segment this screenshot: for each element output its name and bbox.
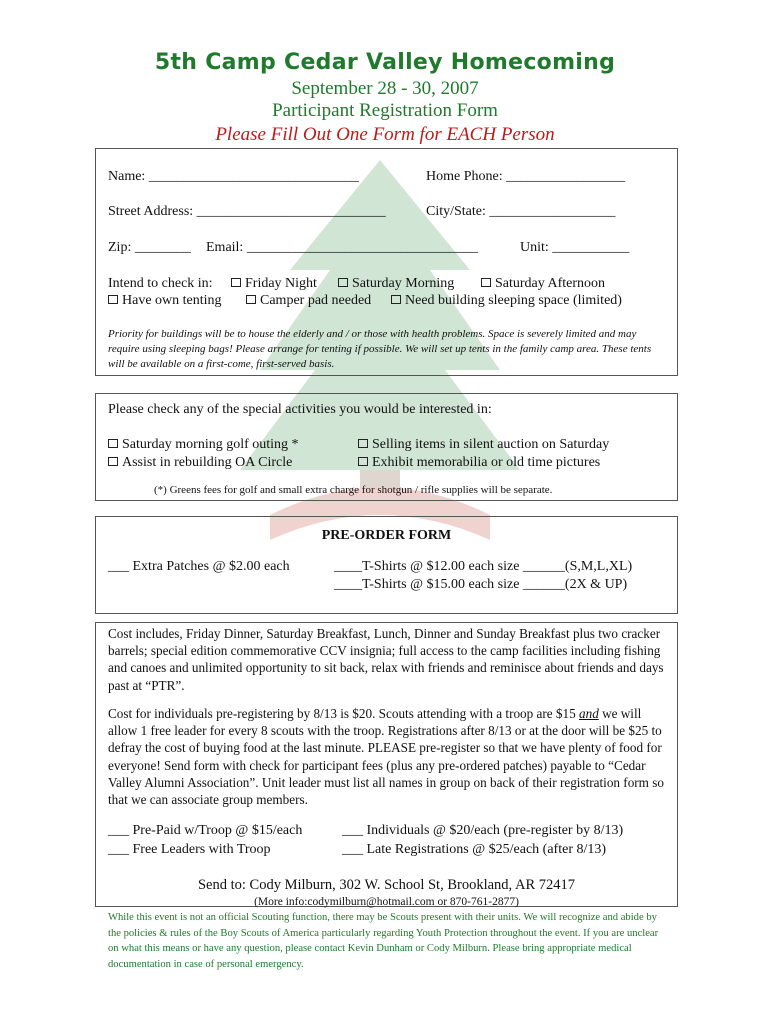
checkbox-friday[interactable] [231,278,241,287]
camper-pad-option[interactable]: Camper pad needed [246,293,371,309]
page-title: 5th Camp Cedar Valley Homecoming [154,50,616,75]
checkbox-memorabilia[interactable] [358,457,368,466]
free-leaders-field[interactable]: ___ Free Leaders with Troop [108,842,271,857]
checkbox-own-tenting[interactable] [108,295,118,304]
name-field[interactable]: Name: ______________________________ [108,169,359,184]
form-instruction: Please Fill Out One Form for EACH Person [215,124,555,145]
building-space-option[interactable]: Need building sleeping space (limited) [391,293,622,309]
tshirts-small-field[interactable]: ____T-Shirts @ $12.00 each size ______(S,M,L,XL) [334,559,633,574]
registration-section [95,148,678,376]
checkbox-golf[interactable] [108,439,118,448]
event-dates: September 28 - 30, 2007 [291,78,479,99]
form-name: Participant Registration Form [272,100,498,121]
cost-includes: Cost includes, Friday Dinner, Saturday Breakfast, Lunch, Dinner and Sunday Breakfast plus two cracker barrels; special edition commemorative CCV insignia; full access to the camp facilities including fishing and canoes and unlimited opportunity to sit back, relax with friends and reminisce about friends and days past at “PTR”. [108,626,664,693]
golf-option[interactable]: Saturday morning golf outing * [108,437,299,453]
auction-option[interactable]: Selling items in silent auction on Saturday [358,437,609,453]
priority-note: Priority for buildings will be to house the elderly and / or those with health problems. Space is severely limited and may require using sleeping bags! Please arrange for tenting if possible. We will set up tents in the family camp area. These tents will be available on a first-come, first-served basis. [108,328,652,370]
checkin-friday-option[interactable]: Friday Night [231,276,317,292]
email-field[interactable]: Email: _________________________________ [206,240,478,255]
more-info: (More info:codymilburn@hotmail.com or 870-761-2877) [254,896,519,908]
checkbox-saturday-morning[interactable] [338,278,348,287]
checkin-label: Intend to check in: [108,276,213,291]
tshirts-large-field[interactable]: ____T-Shirts @ $15.00 each size ______(2X & UP) [334,577,628,592]
memorabilia-option[interactable]: Exhibit memorabilia or old time pictures [358,455,600,471]
disclaimer-footer: While this event is not an official Scouting function, there may be Scouts present with their units. We will recognize and abide by the policies & rules of the Boy Scouts of America particularly regarding Youth Protection throughout the event. If you are unclear on what this means or have any question, please contact Kevin Dunham or Cody Milburn. Please bring appropriate medical documentation in case of personal emergency. [108,912,659,970]
checkin-saturday-morning-option[interactable]: Saturday Morning [338,276,454,292]
cost-pricing: Cost for individuals pre-registering by 8/13 is $20. Scouts attending with a troop are $15 and we will allow 1 free leader for every 8 scouts with the troop. Registrations after 8/13 or at the door will be $25 to defray the cost of buying food at the last minute. PLEASE pre-register so that we have plenty of food for everyone! Send form with check for participant fees (plus any pre-ordered patches) payable to “Cedar Valley Alumni Association”. Unit leader must list all names in group on back of their registration form so that we can associate group members. [108,706,664,808]
preorder-section [95,516,678,614]
checkbox-building-space[interactable] [391,295,401,304]
activities-section [95,393,678,501]
prepaid-troop-field[interactable]: ___ Pre-Paid w/Troop @ $15/each [108,823,303,838]
unit-field[interactable]: Unit: ___________ [520,240,630,255]
send-to-address: Send to: Cody Milburn, 302 W. School St, Brookland, AR 72417 [197,877,576,893]
late-registrations-field[interactable]: ___ Late Registrations @ $25/each (after 8/13) [342,842,607,857]
city-state-field[interactable]: City/State: __________________ [426,204,616,219]
oa-circle-option[interactable]: Assist in rebuilding OA Circle [108,455,292,471]
home-phone-field[interactable]: Home Phone: _________________ [426,169,626,184]
checkin-saturday-afternoon-option[interactable]: Saturday Afternoon [481,276,605,292]
checkbox-camper-pad[interactable] [246,295,256,304]
cost-section [95,622,678,907]
activities-prompt: Please check any of the special activities you would be interested in: [108,402,492,417]
own-tenting-option[interactable]: Have own tenting [108,293,222,309]
zip-field[interactable]: Zip: ________ [108,240,191,255]
individuals-field[interactable]: ___ Individuals @ $20/each (pre-register by 8/13) [342,823,624,838]
patches-field[interactable]: ___ Extra Patches @ $2.00 each [108,559,290,574]
street-address-field[interactable]: Street Address: ___________________________ [108,204,386,219]
checkbox-saturday-afternoon[interactable] [481,278,491,287]
golf-note: (*) Greens fees for golf and small extra charge for shotgun / rifle supplies will be separate. [154,484,553,496]
checkbox-oa-circle[interactable] [108,457,118,466]
preorder-title: PRE-ORDER FORM [321,528,452,543]
checkbox-auction[interactable] [358,439,368,448]
